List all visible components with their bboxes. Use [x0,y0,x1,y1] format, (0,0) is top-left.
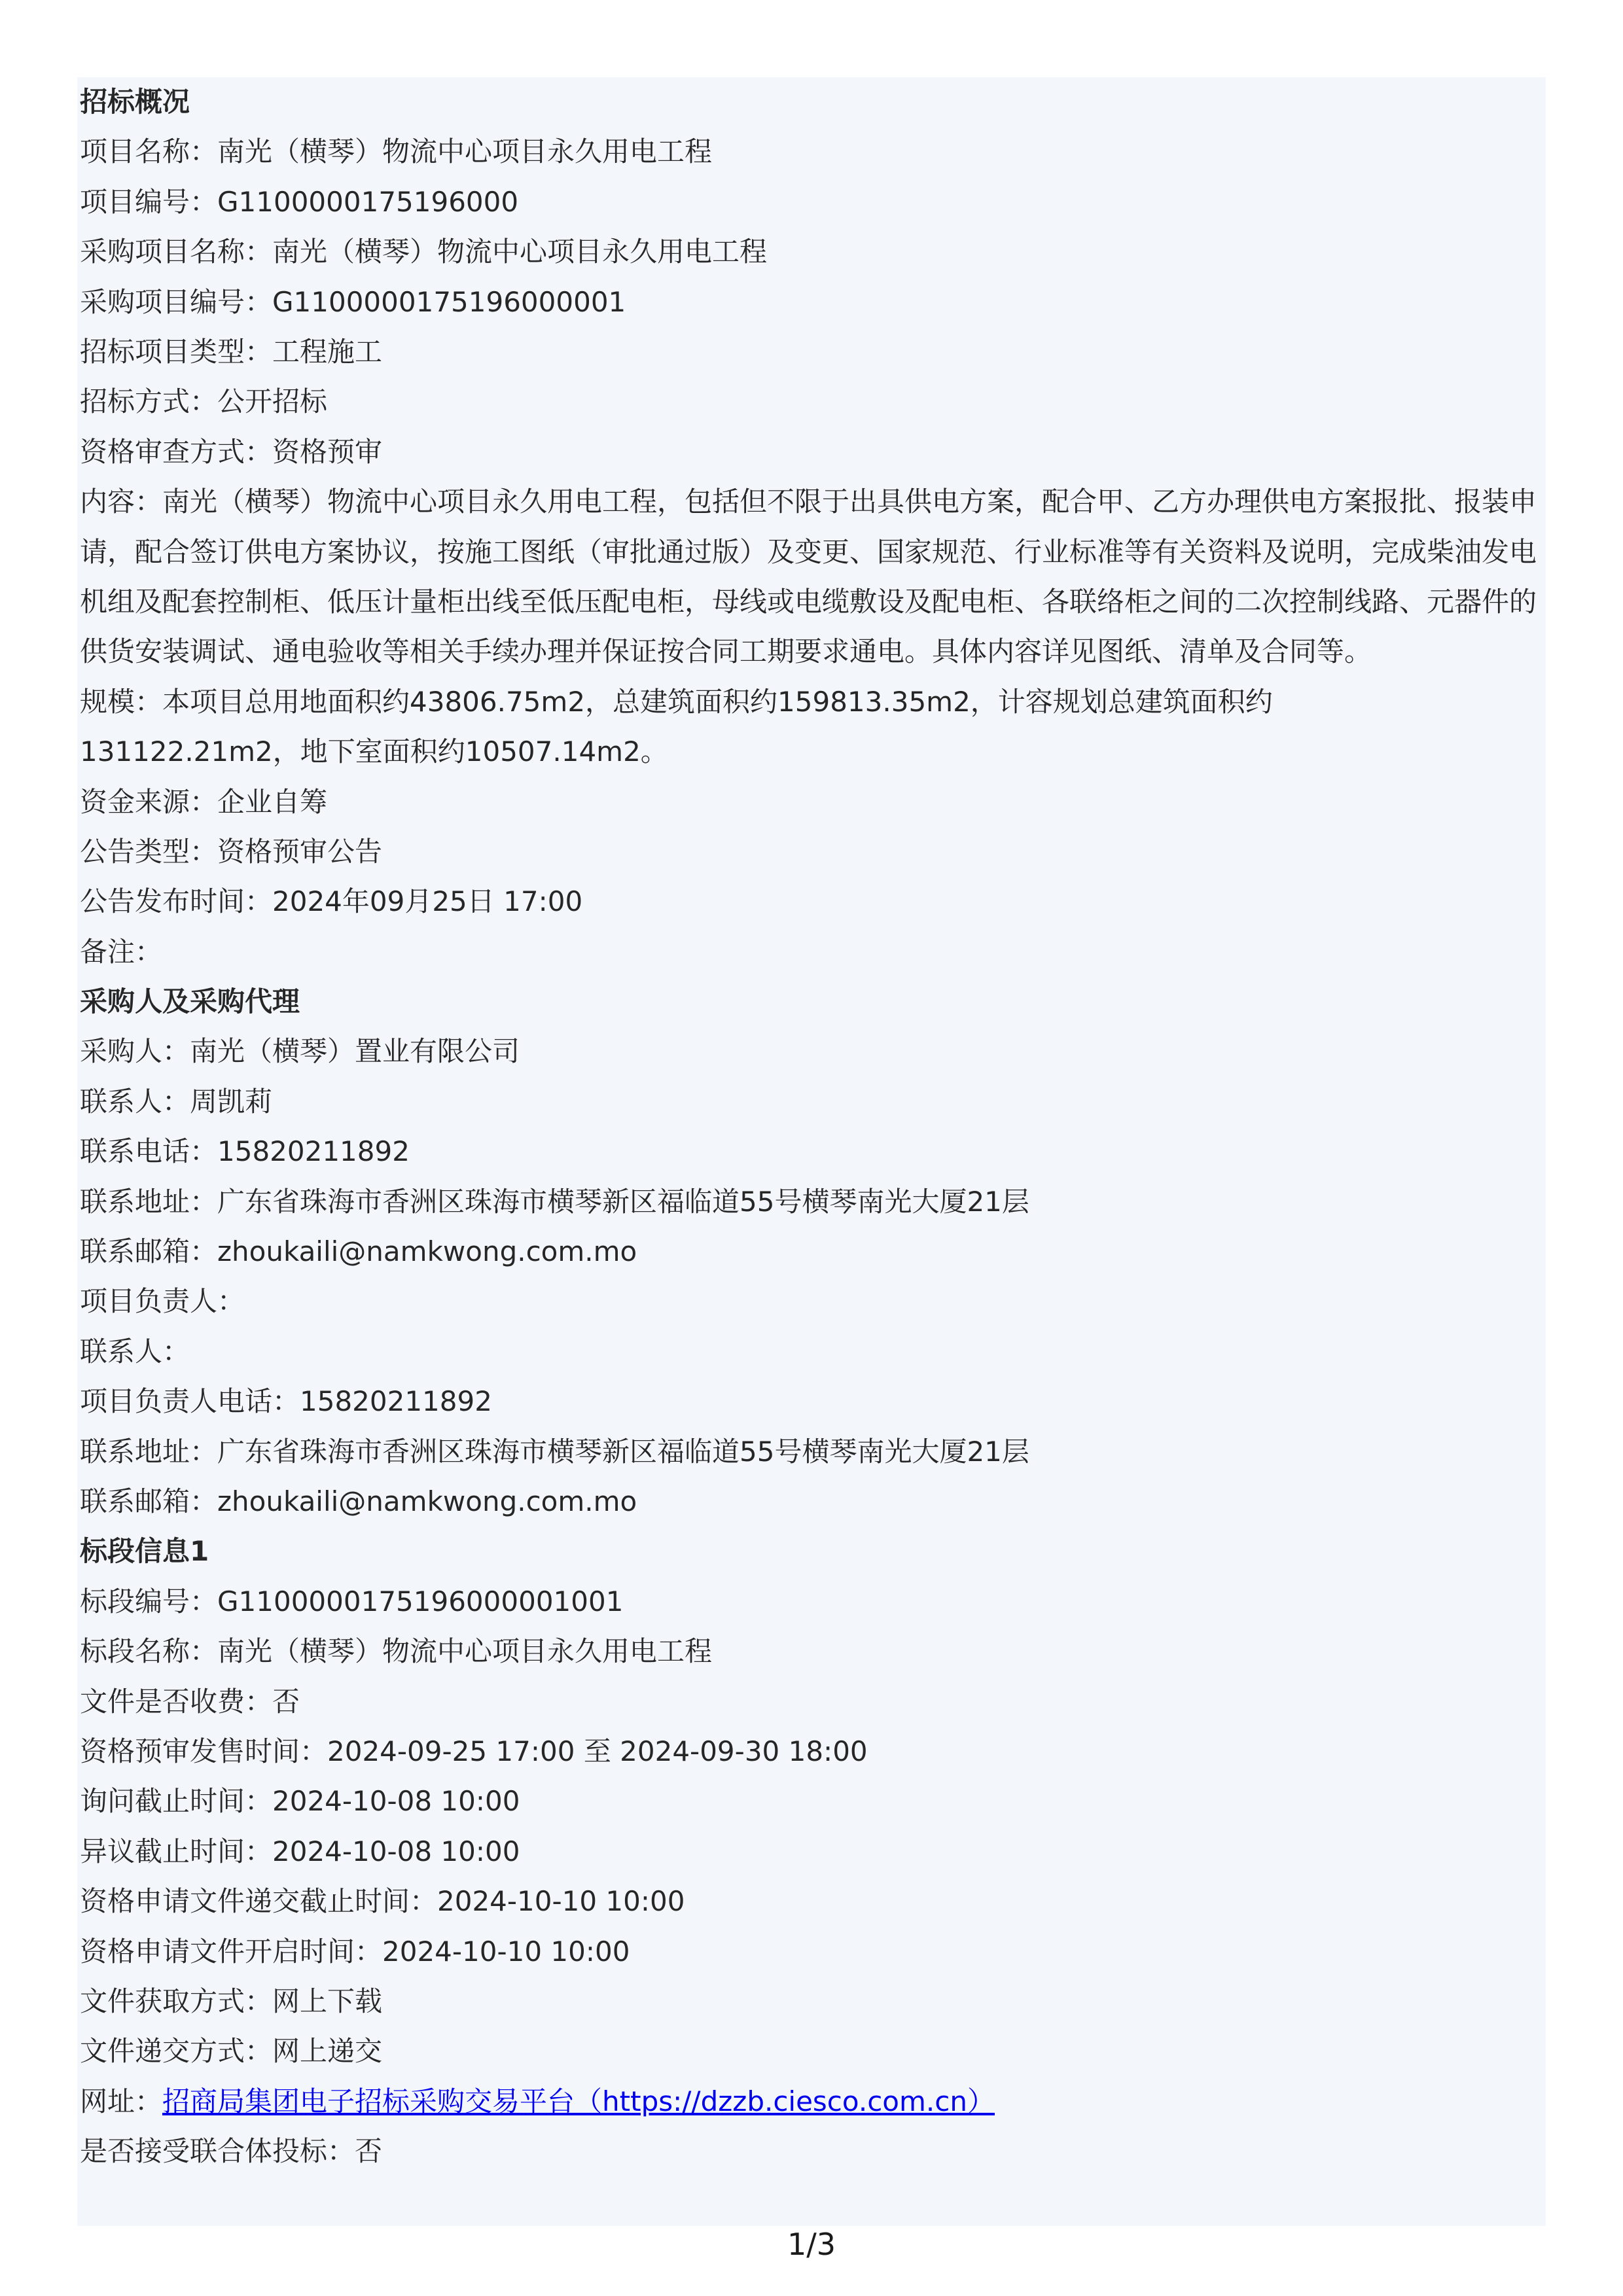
content-paragraph: 内容：南光（横琴）物流中心项目永久用电工程，包括但不限于出具供电方案，配合甲、乙方办理供电方案报批、报装申请，配合签订供电方案协议，按施工图纸（审批通过版）及变更、国家规范、行业标准等有关资料及说明，完成柴油发电机组及配套控制柜、低压计量柜出线至低压配电柜，母线或电缆敷设及配电柜、各联络柜之间的二次控制线路、元器件的供货安装调试、通电验收等相关手续办理并保证按合同工期要求通电。具体内容详见图纸、清单及合同等。 [80,486,1537,668]
project-code: 项目编号：G1100000175196000 [80,185,519,218]
purchase-name: 采购项目名称：南光（横琴）物流中心项目永久用电工程 [80,236,768,268]
remark: 备注： [80,935,163,968]
manager-phone: 项目负责人电话：15820211892 [80,1385,492,1418]
website-line [80,2077,1539,2127]
project-name: 项目名称：南光（横琴）物流中心项目永久用电工程 [80,135,713,168]
file-fee: 文件是否收费：否 [80,1685,300,1718]
buyer-name: 采购人：南光（横琴）置业有限公司 [80,1035,520,1068]
sale-time: 资格预审发售时间：2024-09-25 17:00 至 2024-09-30 18:00 [80,1735,868,1767]
buyer-heading: 采购人及采购代理 [80,985,300,1018]
scale-line-1: 规模：本项目总用地面积约43806.75m2，总建筑面积约159813.35m2，计容规划总建筑面积约 [80,685,1273,718]
inquiry-deadline: 询问截止时间：2024-10-08 10:00 [80,1785,520,1818]
fund-source: 资金来源：企业自筹 [80,785,328,818]
buyer-phone: 联系电话：15820211892 [80,1135,410,1168]
section-heading: 标段信息1 [80,1535,209,1568]
scale-line-2: 131122.21m2，地下室面积约10507.14m2。 [80,735,668,768]
notice-type: 公告类型：资格预审公告 [80,835,383,868]
buyer-contact: 联系人：周凯莉 [80,1085,273,1118]
project-manager: 项目负责人： [80,1285,245,1318]
buyer-address-2: 联系地址：广东省珠海市香洲区珠海市横琴新区福临道55号横琴南光大厦21层 [80,1435,1029,1468]
buyer-address: 联系地址：广东省珠海市香洲区珠海市横琴新区福临道55号横琴南光大厦21层 [80,1185,1029,1218]
review-method: 资格审查方式：资格预审 [80,435,383,468]
submit-method: 文件递交方式：网上递交 [80,2035,383,2068]
objection-deadline: 异议截止时间：2024-10-08 10:00 [80,1835,520,1867]
overview-heading: 招标概况 [80,86,190,118]
purchase-code: 采购项目编号：G1100000175196000001 [80,285,626,318]
website-label: 网址： [80,2085,163,2117]
project-type: 招标项目类型：工程施工 [80,335,383,368]
document-body [80,77,1539,2176]
submit-deadline: 资格申请文件递交截止时间：2024-10-10 10:00 [80,1885,685,1918]
buyer-email: 联系邮箱：zhoukaili@namkwong.com.mo [80,1235,637,1268]
website-link[interactable]: 招商局集团电子招标采购交易平台（https://dzzb.ciesco.com.cn） [162,2085,995,2117]
consortium: 是否接受联合体投标：否 [80,2135,383,2168]
obtain-method: 文件获取方式：网上下载 [80,1985,383,2017]
page-number: 1/3 [787,2227,836,2262]
buyer-contact-2: 联系人： [80,1335,190,1368]
section-name: 标段名称：南光（横琴）物流中心项目永久用电工程 [80,1635,713,1668]
publish-time: 公告发布时间：2024年09月25日 17:00 [80,885,583,918]
tender-method: 招标方式：公开招标 [80,385,328,418]
open-time: 资格申请文件开启时间：2024-10-10 10:00 [80,1935,630,1968]
buyer-email-2: 联系邮箱：zhoukaili@namkwong.com.mo [80,1485,637,1517]
section-code: 标段编号：G1100000175196000001001 [80,1585,624,1617]
